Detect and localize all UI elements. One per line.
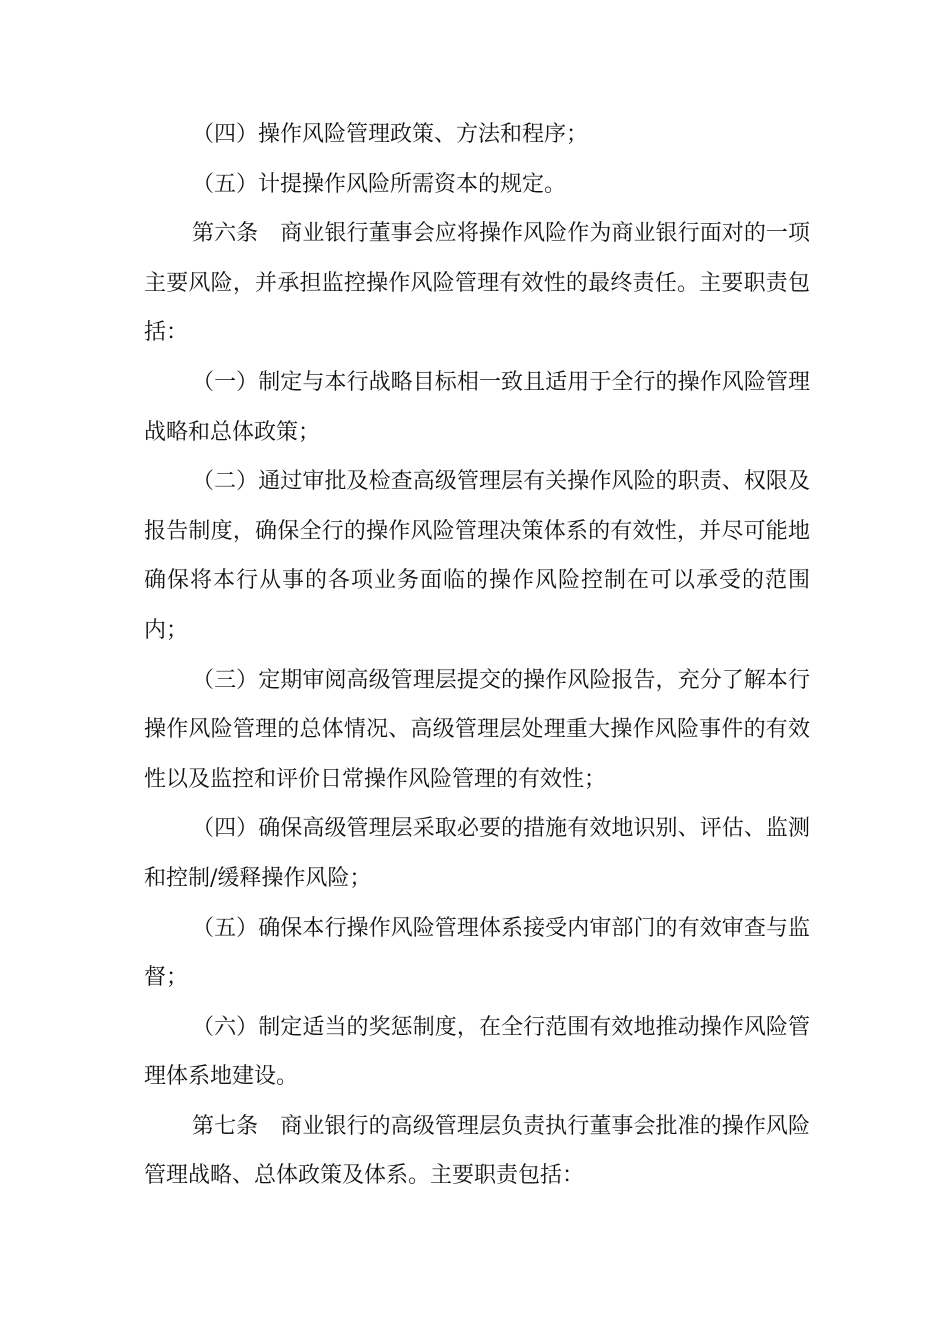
article-six: 第六条 商业银行董事会应将操作风险作为商业银行面对的一项主要风险，并承担监控操作风险管理有效性的最终责任。主要职责包括： xyxy=(144,221,810,346)
article-six-item-5: （五）确保本行操作风险管理体系接受内审部门的有效审查与监督； xyxy=(144,915,810,991)
article-seven: 第七条 商业银行的高级管理层负责执行董事会批准的操作风险管理战略、总体政策及体系。主要职责包括： xyxy=(144,1113,810,1189)
article-six-item-3: （三）定期审阅高级管理层提交的操作风险报告，充分了解本行操作风险管理的总体情况、高级管理层处理重大操作风险事件的有效性以及监控和评价日常操作风险管理的有效性； xyxy=(144,667,810,792)
article-six-item-4: （四）确保高级管理层采取必要的措施有效地识别、评估、监测和控制/缓释操作风险； xyxy=(144,816,810,891)
paragraph-policy-methods: （四）操作风险管理政策、方法和程序； xyxy=(192,122,589,147)
article-six-item-6: （六）制定适当的奖惩制度，在全行范围有效地推动操作风险管理体系地建设。 xyxy=(144,1014,810,1090)
article-six-item-1: （一）制定与本行战略目标相一致且适用于全行的操作风险管理战略和总体政策； xyxy=(144,369,810,445)
document-body xyxy=(144,110,810,1201)
paragraph-capital-rules: （五）计提操作风险所需资本的规定。 xyxy=(192,171,567,197)
article-six-item-2: （二）通过审批及检查高级管理层有关操作风险的职责、权限及报告制度，确保全行的操作风险管理决策体系的有效性，并尽可能地确保将本行从事的各项业务面临的操作风险控制在可以承受的范围内； xyxy=(144,469,810,643)
